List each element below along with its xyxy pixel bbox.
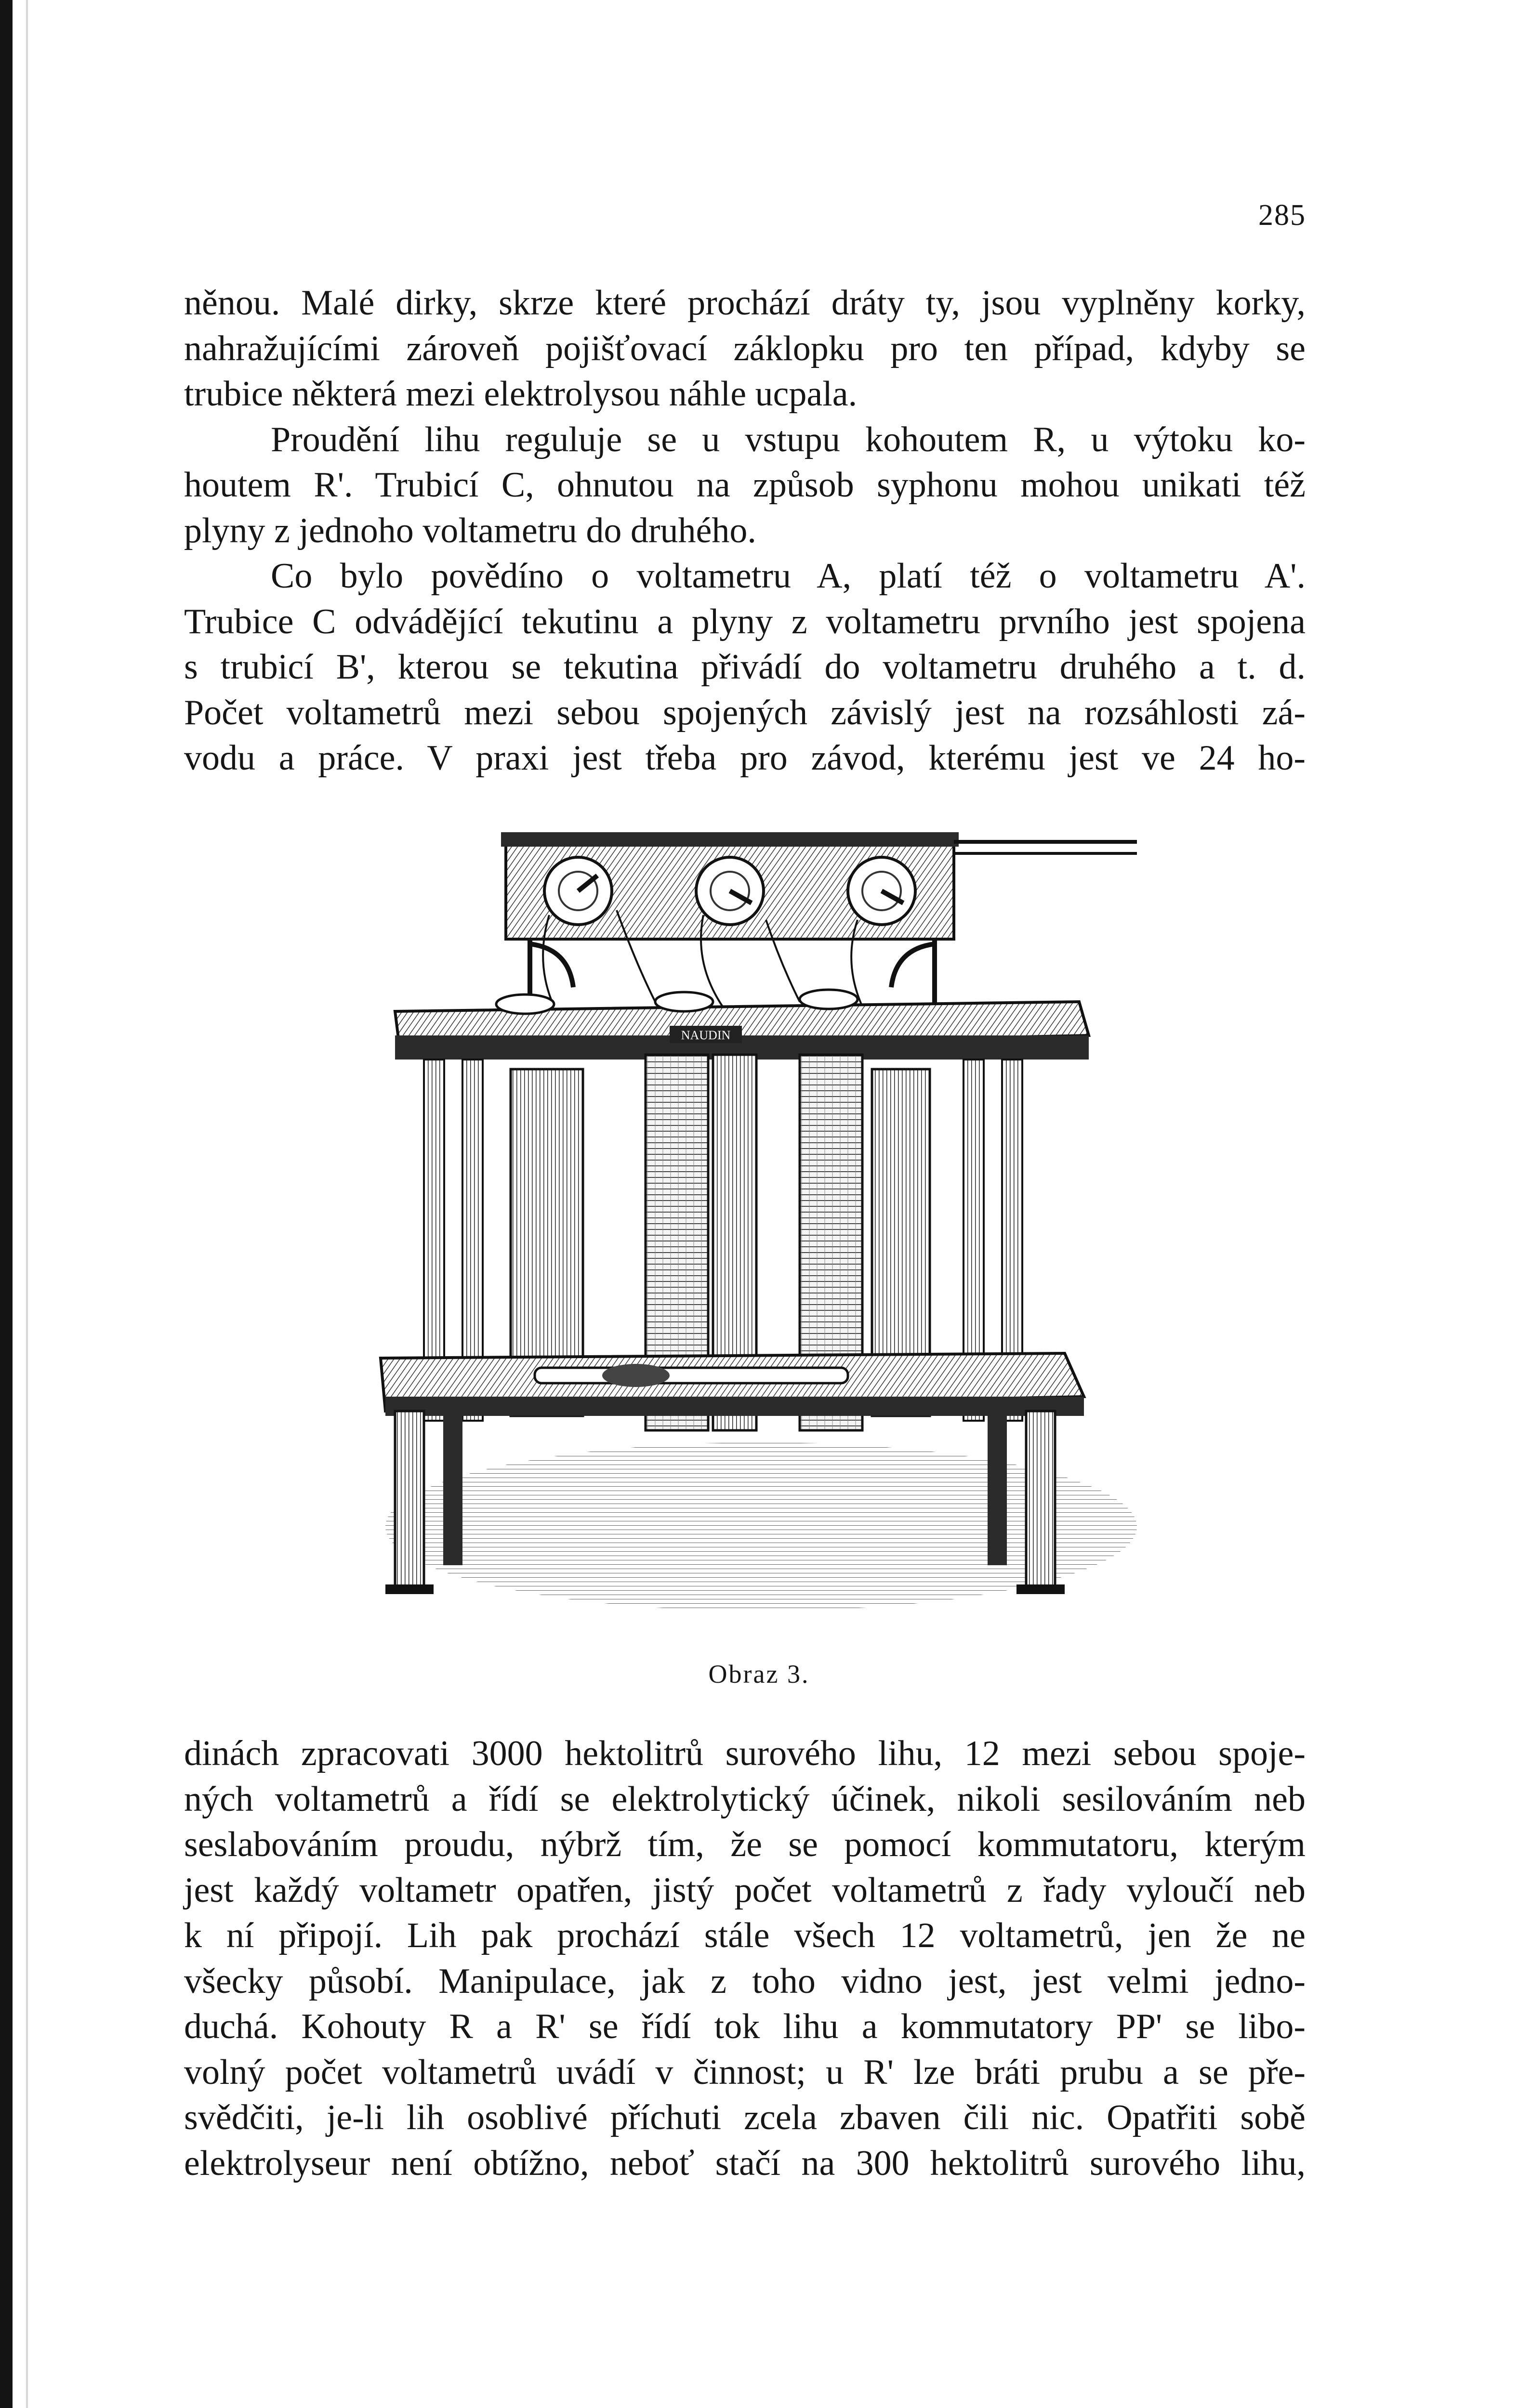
text-line: jest každý voltametr opatřen, jistý počet voltametrů z řady vyloučí neb xyxy=(184,1870,1306,1910)
text-line: dinách zpracovati 3000 hektolitrů surového lihu, 12 mezi sebou spoje- xyxy=(184,1734,1306,1773)
scan-edge-line xyxy=(26,0,28,2408)
figure-electrolyser-illustration xyxy=(366,819,1147,1637)
text-line: Proudění lihu reguluje se u vstupu kohoutem R, u výtoku ko- xyxy=(271,419,1306,459)
text-line: s trubicí B', kterou se tekutina přivádí do voltametru druhého a t. d. xyxy=(184,647,1306,687)
figure-caption: Obraz 3. xyxy=(708,1660,810,1688)
text-line: duchá. Kohouty R a R' se řídí tok lihu a kommutatory PP' se libo- xyxy=(184,2007,1306,2046)
figure-label: NAUDIN xyxy=(681,1028,731,1042)
text-line: všecky působí. Manipulace, jak z toho vidno jest, jest velmi jedno- xyxy=(184,1961,1306,2001)
text-line: houtem R'. Trubicí C, ohnutou na způsob syphonu mohou unikati též xyxy=(184,465,1306,505)
scan-edge-bar xyxy=(0,0,13,2408)
text-line: Co bylo povědíno o voltametru A, platí též o voltametru A'. xyxy=(271,556,1306,596)
electrolyser-engraving xyxy=(366,819,1147,1637)
text-line: Trubice C odvádějící tekutinu a plyny z voltametru prvního jest spojena xyxy=(184,602,1306,641)
text-line: seslabováním proudu, nýbrž tím, že se pomocí kommutatoru, kterým xyxy=(184,1825,1306,1864)
top-paragraph xyxy=(184,280,1306,781)
text-line: trubice některá mezi elektrolysou náhle ucpala. xyxy=(184,374,858,414)
text-line: volný počet voltametrů uvádí v činnost; u R' lze bráti prubu a se pře- xyxy=(184,2052,1306,2092)
commutator-dials xyxy=(544,857,915,925)
page-number: 285 xyxy=(1258,199,1306,232)
text-line: ných voltametrů a řídí se elektrolytický účinek, nikoli sesilováním neb xyxy=(184,1779,1306,1819)
text-line: elektrolyseur není obtížno, neboť stačí na 300 hektolitrů surového lihu, xyxy=(184,2143,1306,2183)
bottom-paragraph xyxy=(184,1731,1306,2186)
text-line: svědčiti, je-li lih osoblivé příchuti zcela zbaven čili nic. Opatřiti sobě xyxy=(184,2098,1306,2137)
text-line: Počet voltametrů mezi sebou spojených závislý jest na rozsáhlosti zá- xyxy=(184,693,1306,733)
text-line: nahražujícími zároveň pojišťovací záklopku pro ten případ, kdyby se xyxy=(184,328,1306,368)
text-line: k ní připojí. Lih pak prochází stále všech 12 voltametrů, jen že ne xyxy=(184,1916,1306,1955)
text-line: vodu a práce. V praxi jest třeba pro závod, kterému jest ve 24 ho- xyxy=(184,738,1306,778)
text-line: plyny z jednoho voltametru do druhého. xyxy=(184,510,756,550)
text-line: něnou. Malé dirky, skrze které prochází dráty ty, jsou vyplněny korky, xyxy=(184,283,1306,323)
